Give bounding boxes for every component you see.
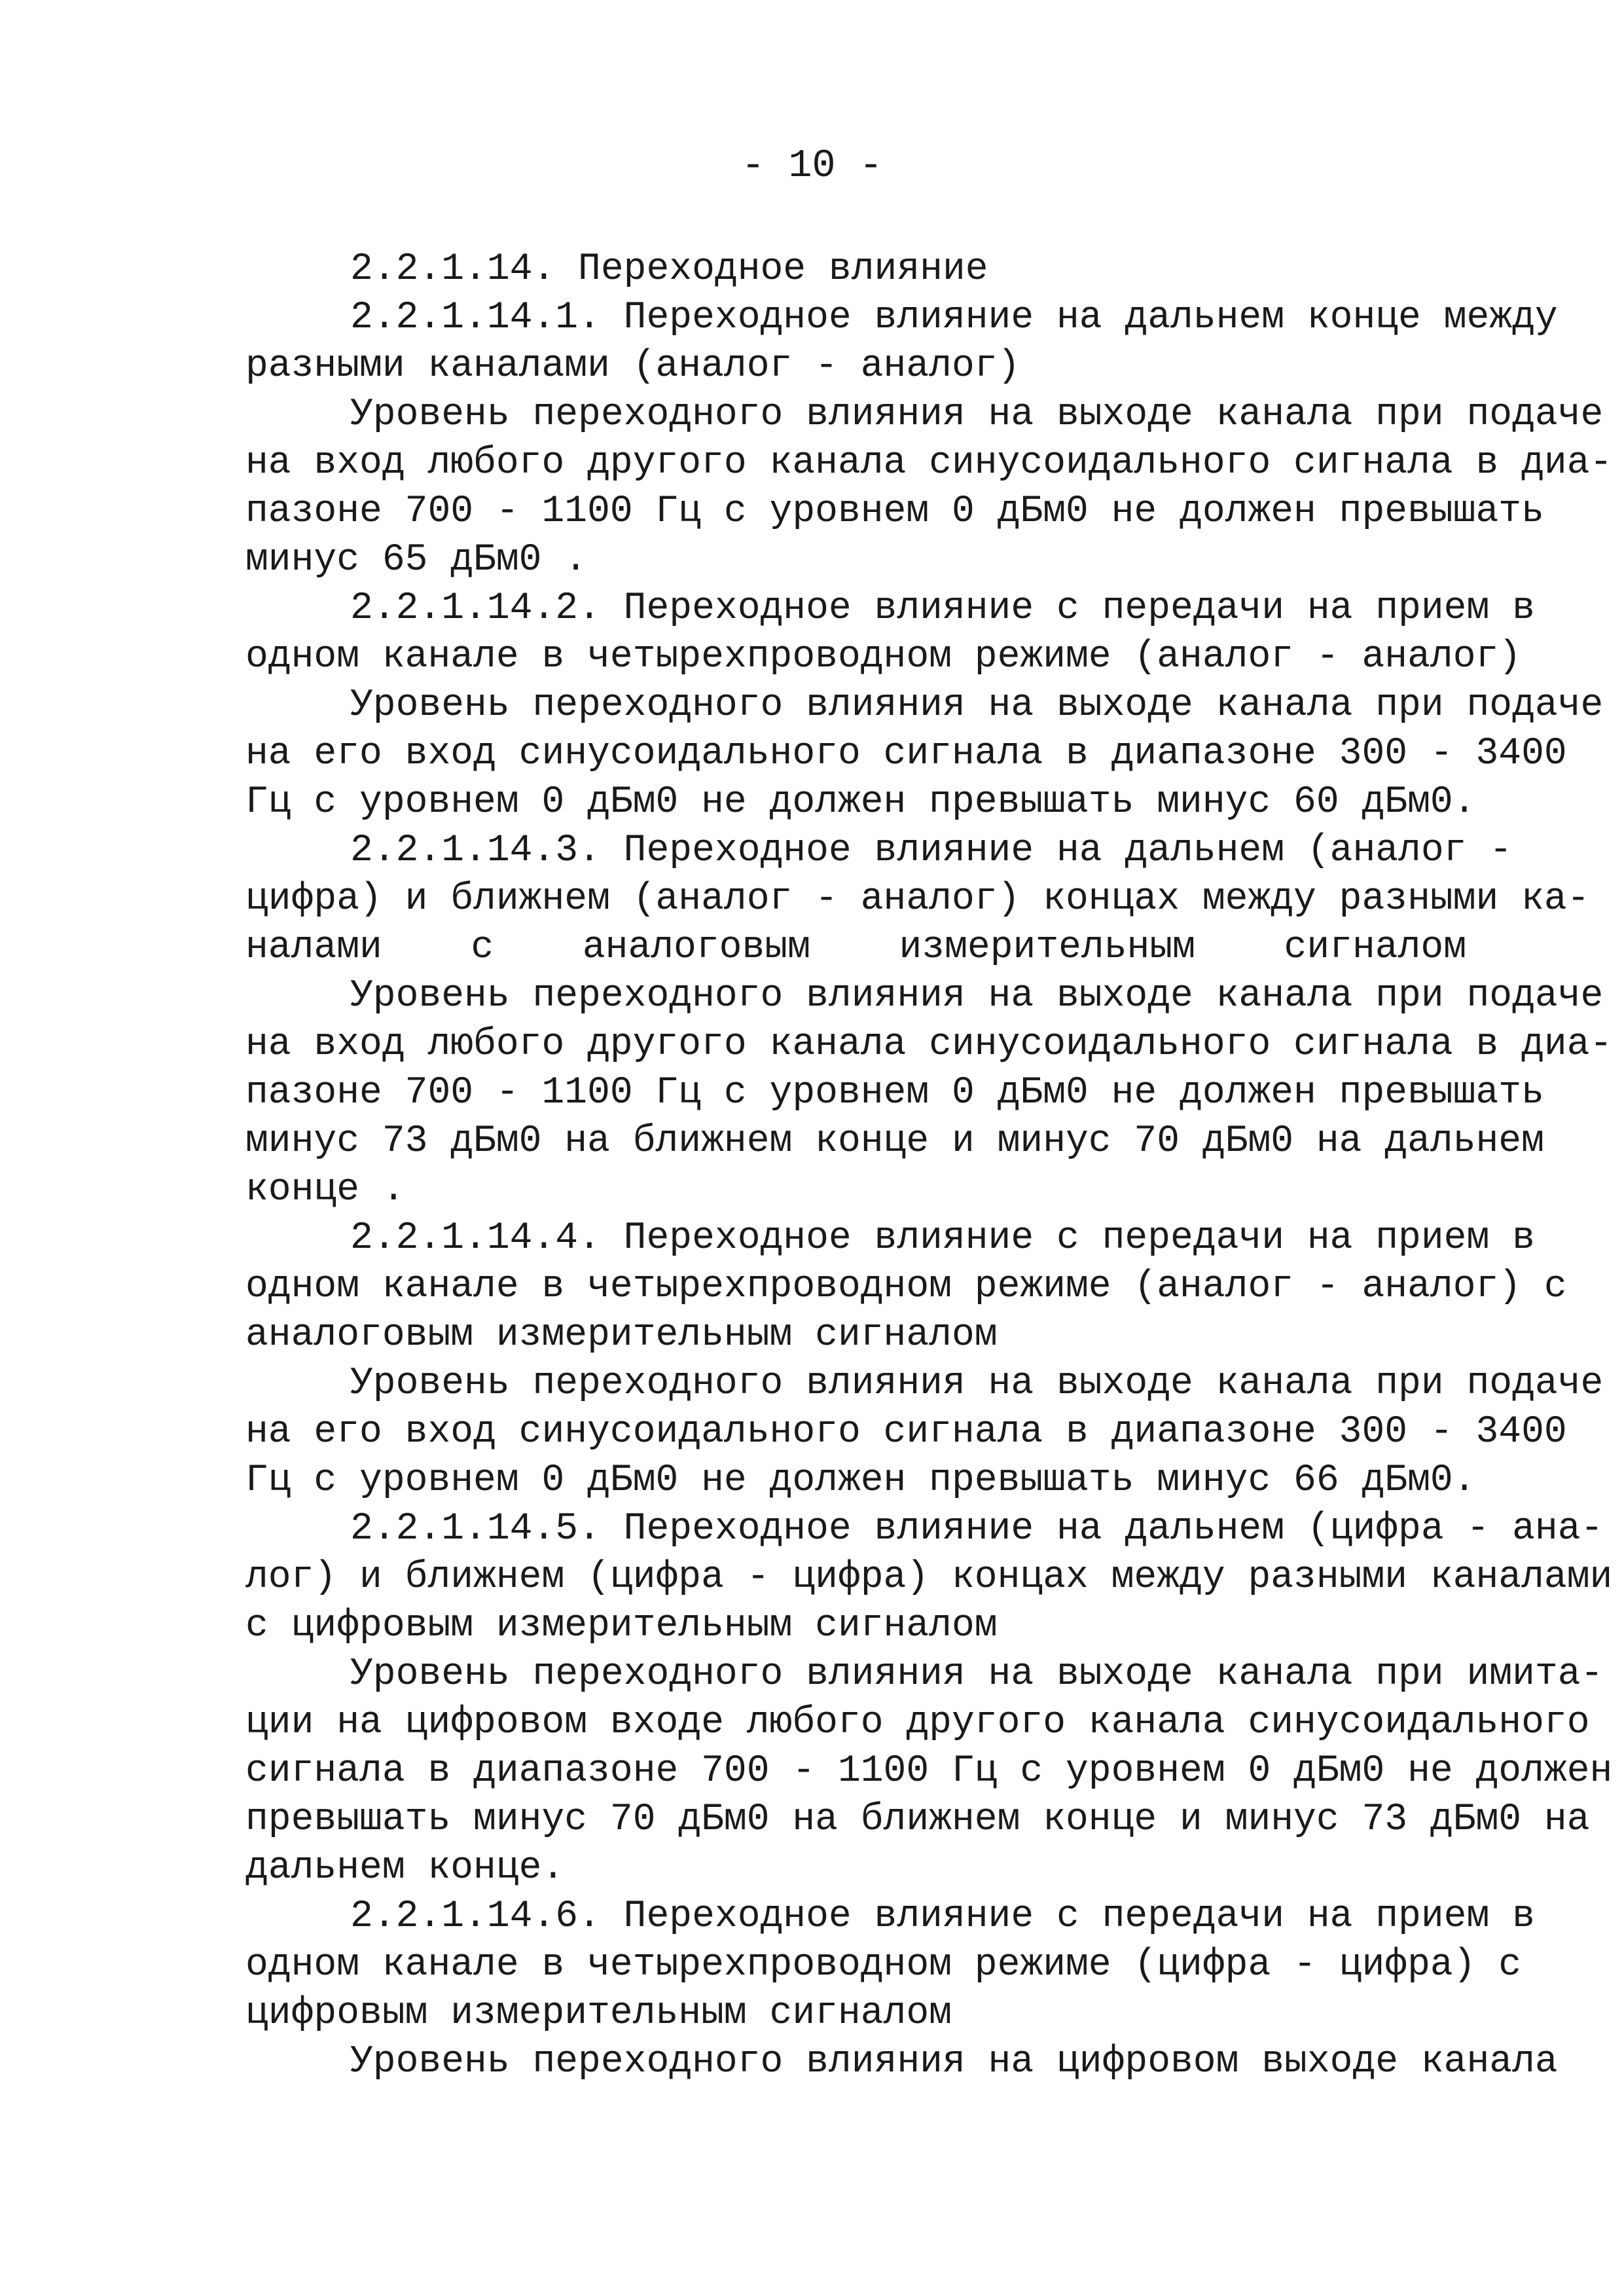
text-line: одном канале в четырехпроводном режиме (аналог - аналог) с — [245, 1266, 1567, 1308]
text-line: Уровень переходного влияния на выходе канала при подаче — [350, 393, 1604, 436]
subsection-heading: 2.2.1.14.3. Переходное влияние на дальнем (аналог - — [350, 829, 1513, 872]
text-line: на его вход синусоидального сигнала в диапазоне 300 - 3400 — [245, 1411, 1567, 1453]
text-line: минус 65 дБм0 . — [245, 539, 588, 581]
subsection-heading: 2.2.1.14.4. Переходное влияние с передачи на прием в — [350, 1217, 1535, 1260]
text-line: пазоне 700 - 1100 Гц с уровнем 0 дБм0 не должен превышать — [245, 1072, 1544, 1114]
text-line: лог) и ближнем (цифра - цифра) концах между разными каналами — [245, 1556, 1613, 1599]
text-line: Уровень переходного влияния на цифровом выходе канала — [350, 2041, 1558, 2083]
text-line: Уровень переходного влияния на выходе канала при подаче — [350, 684, 1604, 727]
subsection-heading: 2.2.1.14.5. Переходное влияние на дальнем (цифра - ана- — [350, 1508, 1604, 1550]
text-line: одном канале в четырехпроводном режиме (цифра - цифра) с — [245, 1944, 1522, 1986]
text-line: Уровень переходного влияния на выходе канала при подаче — [350, 975, 1604, 1017]
text-line: одном канале в четырехпроводном режиме (аналог - аналог) — [245, 636, 1522, 678]
text-line: аналоговым измерительным сигналом — [245, 1314, 998, 1357]
text-line: Гц с уровнем 0 дБм0 не должен превышать минус 66 дБм0. — [245, 1459, 1476, 1502]
text-line: пазоне 700 - 1100 Гц с уровнем 0 дБм0 не должен превышать — [245, 490, 1544, 533]
text-line: цифровым измерительным сигналом — [245, 1992, 952, 2035]
page-number: - 10 - — [741, 144, 883, 189]
text-line: сигнала в диапазоне 700 - 1100 Гц с уровнем 0 дБм0 не должен — [245, 1750, 1613, 1793]
text-line: Уровень переходного влияния на выходе канала при имита- — [350, 1653, 1604, 1696]
subsection-heading: 2.2.1.14.2. Переходное влияние с передачи на прием в — [350, 587, 1535, 630]
text-line: дальнем конце. — [245, 1847, 565, 1889]
text-line: минус 73 дБм0 на ближнем конце и минус 70 дБм0 на дальнем — [245, 1120, 1544, 1163]
text-line: налами с аналоговым измерительным сигналом — [245, 926, 1466, 969]
subsection-heading: 2.2.1.14.6. Переходное влияние с передачи на прием в — [350, 1895, 1535, 1938]
text-line: на вход любого другого канала синусоидального сигнала в диа- — [245, 1023, 1613, 1066]
text-line: Гц с уровнем 0 дБм0 не должен превышать минус 60 дБм0. — [245, 781, 1476, 824]
text-line: на его вход синусоидального сигнала в диапазоне 300 - 3400 — [245, 733, 1567, 775]
text-line: ции на цифровом входе любого другого канала синусоидального — [245, 1702, 1590, 1744]
section-heading: 2.2.1.14. Переходное влияние — [350, 248, 988, 291]
subsection-heading: 2.2.1.14.1. Переходное влияние на дальнем конце между — [350, 297, 1558, 339]
text-line: конце . — [245, 1169, 405, 1211]
text-line: Уровень переходного влияния на выходе канала при подаче — [350, 1362, 1604, 1405]
text-line: превышать минус 70 дБм0 на ближнем конце и минус 73 дБм0 на — [245, 1798, 1590, 1841]
text-line: цифра) и ближнем (аналог - аналог) концах между разными ка- — [245, 878, 1590, 920]
text-line: с цифровым измерительным сигналом — [245, 1605, 998, 1647]
text-line: на вход любого другого канала синусоидального сигнала в диа- — [245, 442, 1613, 484]
text-line: разными каналами (аналог - аналог) — [245, 345, 1020, 388]
